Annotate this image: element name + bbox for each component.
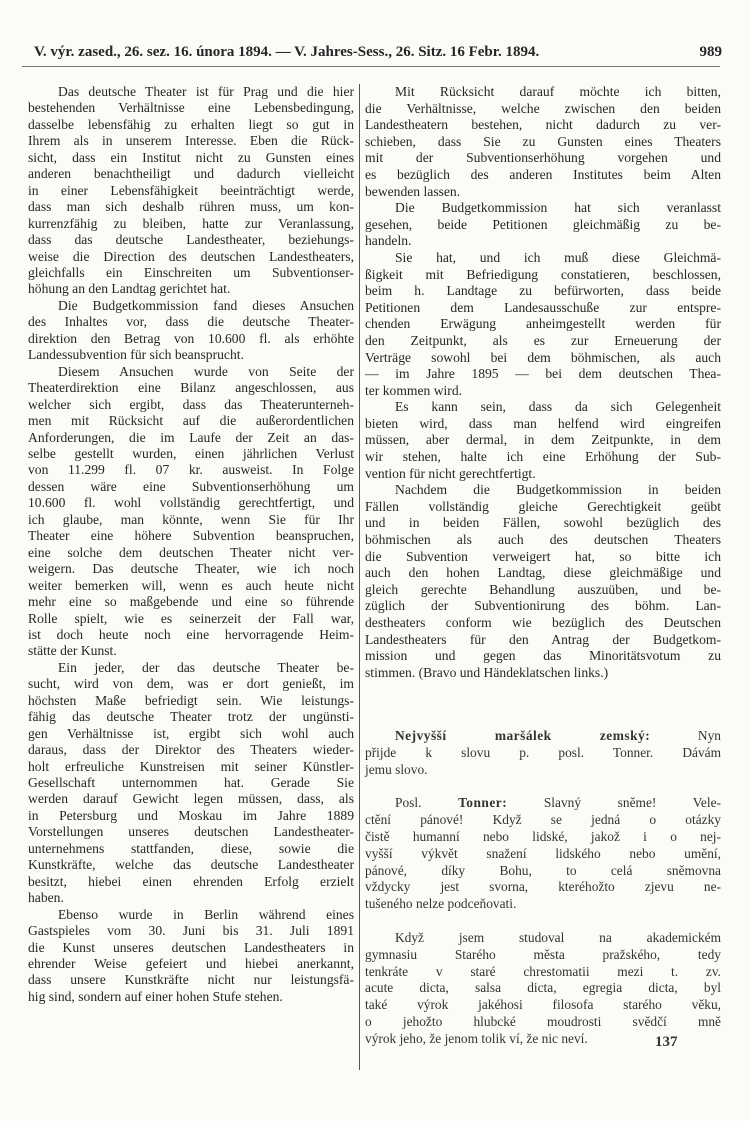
speaker-name: Tonner: — [458, 795, 508, 811]
text-line: vention für nicht gerechtfertigt. — [365, 465, 536, 481]
text-line: Ein jeder, der das deutsche Theater be- — [58, 659, 354, 675]
text-line: mehr eine so maßgebende und eine so führende — [28, 594, 354, 610]
header-rule — [22, 66, 720, 67]
paragraph — [365, 200, 721, 250]
text-line: werden darauf Gewicht legen müssen, dass, als — [28, 791, 354, 807]
text-line: bestehenden Verhältnisse eine Lebensbedingung, — [28, 100, 354, 116]
text-line: wir stehen, halte ich eine Erhöhung der Sub- — [365, 449, 721, 465]
text-line: gesehen, beide Petitionen gleichmäßig zu be- — [365, 216, 721, 232]
paragraph — [365, 728, 721, 778]
text-line: dasselbe lebensfähig zu erhalten liegt so gut in — [28, 116, 354, 132]
text-line: haben. — [28, 890, 64, 906]
speaker-title: Posl. — [395, 795, 459, 811]
text-line: bewenden lassen. — [365, 183, 461, 199]
text-line: auch den hohen Landtag, diese gleichmäßige und — [365, 565, 721, 581]
text-line: dass man sich deshalb rühren muss, um kon- — [28, 199, 354, 215]
czech-speech-section — [365, 728, 721, 1048]
text-line: weise die Direction des deutschen Landestheaters, — [28, 248, 354, 264]
text-line: selbe gestellt wurden, einen jährlichen Verlust — [28, 445, 354, 461]
text-line: Nachdem die Budgetkommission in beiden — [395, 482, 721, 498]
paragraph — [365, 795, 721, 913]
text-line: direktion den Betrag von 10.600 fl. als erhöhte — [28, 330, 354, 346]
text-line: bieten wird, dass man helfend wird eingreifen — [365, 415, 721, 431]
paragraph — [28, 84, 354, 298]
text-line: welcher sich ergibt, dass das Theaterunterneh- — [28, 396, 354, 412]
text-line: höhung an den Landtag gerichtet hat. — [28, 281, 231, 297]
text-line: Landestheatern bestehen, nicht dadurch zu ver- — [365, 117, 721, 133]
speaker-name: Nejvyšší maršálek zemský: — [395, 728, 651, 743]
text-line: ich glaube, man könnte, wenn Sie für Ihr — [28, 511, 354, 527]
text-line: sucht, wird von dem, was er dort genießt, im — [28, 676, 354, 692]
text-line: beim h. Landtage zu befürworten, dass beide — [365, 283, 721, 299]
paragraph — [365, 399, 721, 482]
text-line: o jehožto hlubcké moudrosti svědčí mně — [365, 1013, 721, 1029]
text-line: von 11.299 fl. 07 kr. ausweist. In Folge — [28, 462, 354, 478]
text-line: stimmen. (Bravo und Händeklatschen links.) — [365, 664, 609, 680]
text-line: daraus, dass der Direktor des Theaters wieder- — [28, 742, 354, 758]
text-line: také výrok jakéhosi filosofa starého věku, — [365, 997, 721, 1013]
text-line: gen Verhältnisse ist, ergibt sich wohl auch — [28, 725, 354, 741]
text-line: ehrender Weise gefeiert und hiebei anerkannt, — [28, 956, 354, 972]
text-line: Ihrem als in unserem Interesse. Eben die Rück- — [28, 133, 354, 149]
speech-text: Slavný sněme! Vele- — [507, 795, 721, 811]
text-line: — im Jahre 1895 — bei dem deutschen Thea- — [365, 366, 721, 382]
text-line: müssen, aber dermal, in dem Zeitpunkte, in dem — [365, 432, 721, 448]
signature-number: 137 — [655, 1034, 678, 1050]
text-line: mission und gegen das Minoritätsvotum zu — [365, 648, 721, 664]
text-line: hig sind, sondern auf einer hohen Stufe stehen. — [28, 988, 283, 1004]
text-line: Sie hat, und ich muß diese Gleichmä- — [395, 249, 721, 265]
text-line: holt erfreuliche Kunstreisen mit seiner Künstler- — [28, 758, 354, 774]
text-line: züglich der Subventionirung des böhm. Lan- — [365, 598, 721, 614]
text-line: dass das deutsche Landestheater, beziehungs- — [28, 232, 354, 248]
text-line — [365, 728, 721, 745]
text-line: Theaterdirektion eine Bilanz angeschlossen, aus — [28, 380, 354, 396]
paragraph — [365, 250, 721, 399]
text-line: Kunstkräfte, welche das deutsche Landestheater — [28, 857, 354, 873]
running-title: V. výr. zased., 26. sez. 16. února 1894. — V. Jahres-Sess., 26. Sitz. 16 Febr. 1894. — [34, 44, 540, 60]
paragraph — [28, 907, 354, 1006]
text-line: in einer Lebensfähigkeit beeinträchtigt werde, — [28, 182, 354, 198]
paragraph — [28, 364, 354, 660]
text-line: chenden Erwägung anheimgestellt werden für — [365, 316, 721, 332]
text-line: anderen benachtheiligt und dadurch vielleicht — [28, 166, 354, 182]
text-line — [365, 795, 721, 812]
text-line: Mit Rücksicht darauf möchte ich bitten, — [395, 84, 721, 99]
running-header — [28, 44, 722, 64]
text-line: Petitionen dem Landesausschuße zur entspre- — [365, 299, 721, 315]
text-line: die Subvention verweigert hat, so bitte ich — [365, 548, 721, 564]
text-line: fähig das deutsche Theater trotz der ungünsti- — [28, 709, 354, 725]
text-line: dessen wäre eine Subventionserhöhung um — [28, 478, 354, 494]
text-line: handeln. — [365, 233, 412, 249]
text-line: kurrenzfähig zu bleiben, hatte zur Veranlassung, — [28, 215, 354, 231]
text-line: ßigkeit mit Befriedigung constatieren, beschlossen, — [365, 266, 721, 282]
column-divider — [359, 84, 360, 1070]
paragraph — [28, 660, 354, 907]
text-line: Vorstellungen unseres deutschen Landestheater- — [28, 824, 354, 840]
paragraph — [28, 298, 354, 364]
text-line: vyšší výkvět snažení lidského nebo umění, — [365, 845, 721, 861]
text-line: acute dicta, salsa dicta, egregia dicta, byl — [365, 980, 721, 996]
text-line: gleichfalls ein Einschreiten um Subventionser- — [28, 264, 354, 280]
text-line: Es kann sein, dass da sich Gelegenheit — [395, 399, 721, 415]
text-line: ter kommen wird. — [365, 382, 463, 398]
text-line: sicht, dass ein Institut nicht zu Gunsten eines — [28, 149, 354, 165]
text-line: Die Budgetkommission fand dieses Ansuchen — [58, 297, 354, 313]
text-line: Landessubvention für sich beansprucht. — [28, 347, 244, 363]
text-line: Verträge sowohl bei dem böhmischen, als auch — [365, 349, 721, 365]
text-line: weigern. Das deutsche Theater, wie ich noch — [28, 561, 354, 577]
paragraph — [365, 84, 721, 200]
text-line: Diesem Ansuchen wurde von Seite der — [58, 363, 354, 379]
text-line: Die Budgetkommission hat sich veranlasst — [395, 200, 721, 216]
text-line: höchsten Maße befriedigt sein. Wie leistungs- — [28, 692, 354, 708]
text-line: eine solche dem deutschen Theater nicht ver- — [28, 544, 354, 560]
text-line: přijde k slovu p. posl. Tonner. Dávám — [365, 744, 721, 760]
text-line: Gastspieles vom 30. Juni bis 31. Juli 1891 — [28, 923, 354, 939]
text-line: tenkráte v staré chrestomatii mezi t. zv. — [365, 963, 721, 979]
text-line: Rolle spielt, wie es seinerzeit der Fall war, — [28, 610, 354, 626]
text-line: ist doch heute noch eine hervorragende Heim- — [28, 626, 354, 642]
left-column — [28, 84, 354, 1005]
page-number: 989 — [699, 44, 722, 60]
text-line: mit der Subventionserhöhung vorgehen und — [365, 150, 721, 166]
right-column — [365, 84, 721, 681]
text-line: gymnasiu Starého města pražského, tedy — [365, 946, 721, 962]
text-line: čistě humanní nebo lidské, jakož i o nej- — [365, 828, 721, 844]
text-line: unternehmens stattfanden, diese, sowie die — [28, 840, 354, 856]
text-line: Landestheaters für den Antrag der Budgetkom- — [365, 631, 721, 647]
text-line: die Verhältnisse, welche zwischen den beiden — [365, 100, 721, 116]
text-line: gleich gerechte Behandlung auszuüben, und be- — [365, 581, 721, 597]
text-line: Gesellschaft unternommen hat. Gerade Sie — [28, 775, 354, 791]
text-line: pánové, díky Bohu, to celá sněmovna — [365, 862, 721, 878]
text-line: Anforderungen, die im Laufe der Zeit an das- — [28, 429, 354, 445]
text-line: výrok jeho, že jenom tolik ví, že nic neví. — [365, 1030, 588, 1046]
text-line: Theater eine höhere Subvention beanspruchen, — [28, 528, 354, 544]
text-line: des Inhaltes vor, dass die deutsche Theater- — [28, 314, 354, 330]
text-line: ctění pánové! Když se jedná o otázky — [365, 812, 721, 828]
text-line: tušeného nelze podceňovati. — [365, 896, 517, 912]
text-line: die Kunst unseres deutschen Landestheaters in — [28, 939, 354, 955]
text-line: dass unsere Kunstkräfte nicht nur leistungsfä- — [28, 972, 354, 988]
text-line: und in beiden Fällen, sowohl bezüglich des — [365, 515, 721, 531]
speech-text: Nyn — [650, 728, 721, 743]
text-line: schieben, dass Sie zu Gunsten eines Theaters — [365, 133, 721, 149]
text-line: men mit Rücksicht auf die außerordentlichen — [28, 413, 354, 429]
text-line: jemu slovo. — [365, 761, 428, 777]
text-line: weiter bemerken will, wenn es auch heute nicht — [28, 577, 354, 593]
text-line: den Zeitpunkt, als es zur Erneuerung der — [365, 332, 721, 348]
text-line: Ebenso wurde in Berlin während eines — [58, 906, 354, 922]
text-line: Fällen vollständig gleiche Gerechtigkeit geübt — [365, 498, 721, 514]
text-line: Když jsem studoval na akademickém — [395, 929, 721, 945]
text-line: besitzt, hiebei einen ehrenden Erfolg erzielt — [28, 873, 354, 889]
text-line: böhmischen als auch des deutschen Theaters — [365, 532, 721, 548]
text-line: 10.600 fl. wohl vollständig gerechtfertigt, und — [28, 495, 354, 511]
text-line: stätte der Kunst. — [28, 643, 117, 659]
paragraph — [365, 482, 721, 681]
text-line: vždycky jest svorna, kteréhožto zjevu ne- — [365, 879, 721, 895]
text-line: Das deutsche Theater ist für Prag und die hier — [58, 84, 354, 99]
paragraph — [365, 930, 721, 1048]
text-line: es bezüglich des anderen Institutes beim Alten — [365, 166, 721, 182]
text-line: in Petersburg und Moskau im Jahre 1889 — [28, 807, 354, 823]
text-line: destheaters conform wie bezüglich des Deutschen — [365, 615, 721, 630]
